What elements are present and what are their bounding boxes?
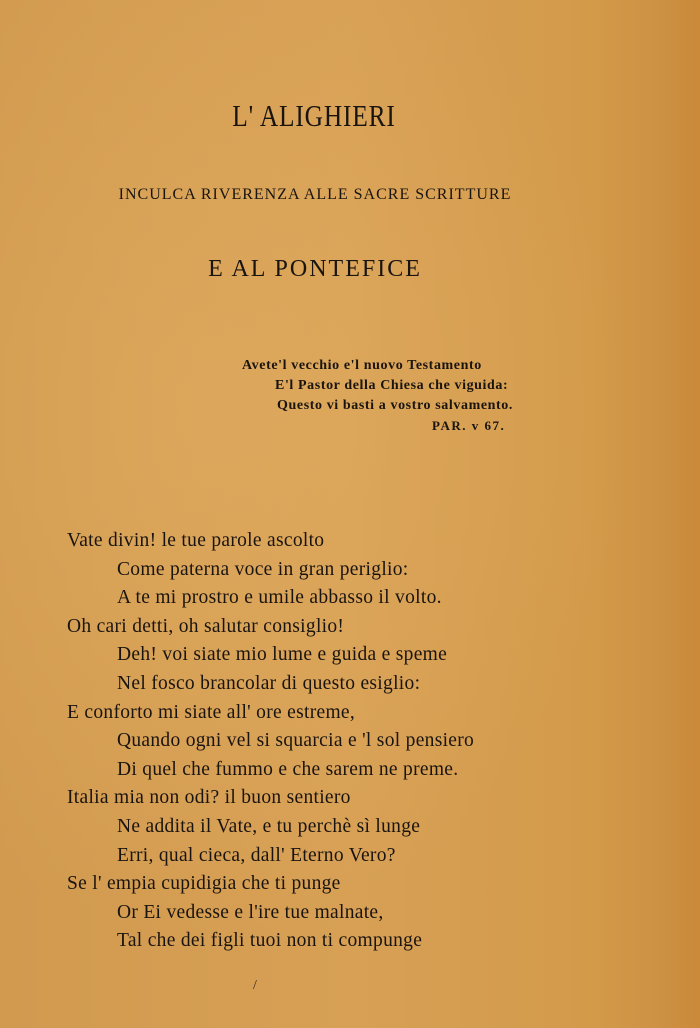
poem-line: Se l' empia cupidigia che ti punge [67, 873, 341, 895]
poem-line: Ne addita il Vate, e tu perchè sì lunge [117, 815, 421, 837]
poem-line: Italia mia non odi? il buon sentiero [67, 787, 351, 809]
poem-line: Come paterna voce in gran periglio: [117, 558, 409, 580]
poem-line: E conforto mi siate all' ore estreme, [67, 701, 356, 723]
poem-line: Oh cari detti, oh salutar consiglio! [67, 615, 345, 637]
poem-line: Erri, qual cieca, dall' Eterno Vero? [117, 844, 396, 866]
poem-line: Deh! voi siate mio lume e guida e speme [117, 644, 448, 666]
page-subtitle: INCULCA RIVERENZA ALLE SACRE SCRITTURE [118, 186, 512, 203]
poem-line: Tal che dei figli tuoi non ti compunge [117, 930, 423, 952]
epigraph-line: Questo vi basti a vostro salvamento. [277, 398, 514, 413]
poem [67, 527, 587, 956]
epigraph [240, 356, 570, 436]
epigraph-citation: PAR. v 67. [432, 418, 506, 433]
poem-line: Quando ogni vel si squarcia e 'l sol pensiero [117, 730, 475, 752]
epigraph-line: Avete'l vecchio e'l nuovo Testamento [242, 358, 482, 373]
ink-speck: / [253, 978, 257, 993]
poem-line: Vate divin! le tue parole ascolto [67, 530, 325, 551]
poem-line: Nel fosco brancolar di questo esiglio: [117, 672, 421, 694]
page-subtitle-second: E AL PONTEFICE [208, 256, 422, 282]
epigraph-line: E'l Pastor della Chiesa che viguida: [275, 378, 509, 393]
poem-line: Di quel che fummo e che sarem ne preme. [117, 758, 459, 780]
page-title: L' ALIGHIERI [232, 98, 396, 133]
poem-line: Or Ei vedesse e l'ire tue malnate, [117, 901, 384, 923]
poem-line: A te mi prostro e umile abbasso il volto. [117, 587, 442, 609]
page-edge-shadow [670, 0, 700, 1028]
